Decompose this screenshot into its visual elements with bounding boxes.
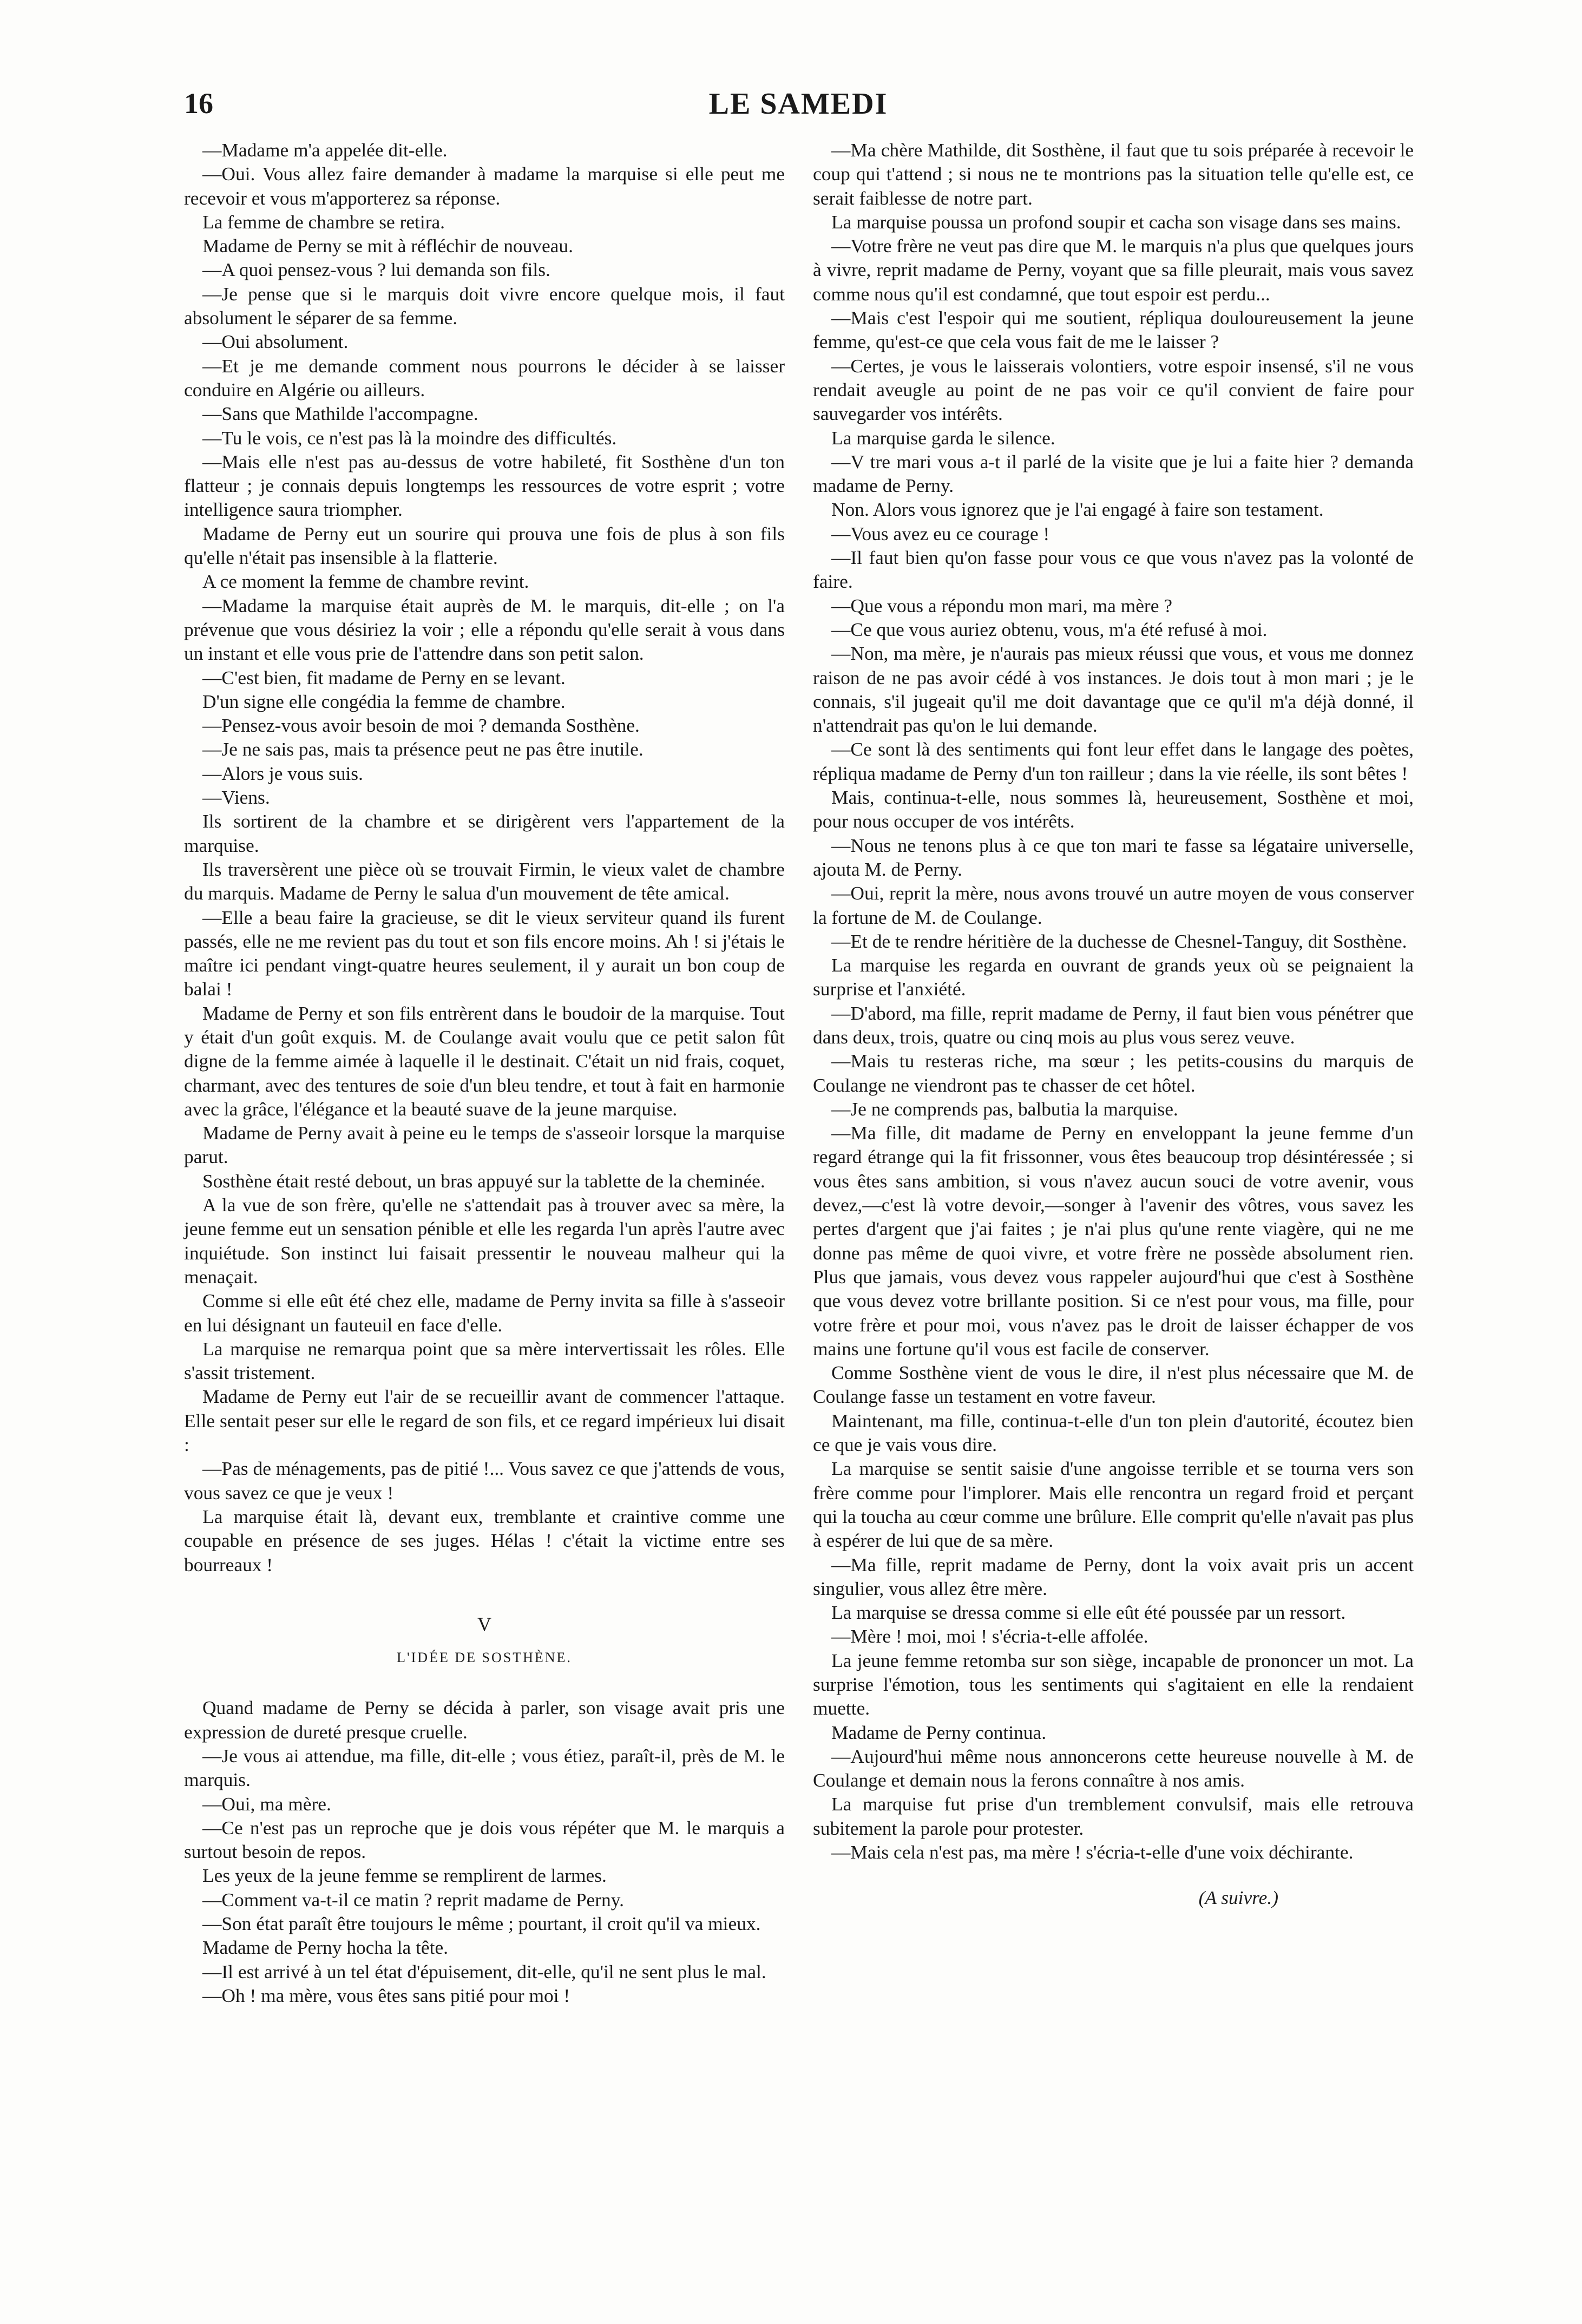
paragraph: La marquise ne remarqua point que sa mère intervertissait les rôles. Elle s'assit tristement.	[184, 1337, 785, 1384]
to-be-continued-note: (A suivre.)	[1198, 1887, 1278, 1909]
paragraph: —Pensez-vous avoir besoin de moi ? demanda Sosthène.	[202, 714, 640, 737]
paragraph: Madame de Perny eut un sourire qui prouva une fois de plus à son fils qu'elle n'était pas insensible à la flatterie.	[184, 522, 785, 569]
paragraph: D'un signe elle congédia la femme de chambre.	[202, 690, 566, 712]
paragraph: —Elle a beau faire la gracieuse, se dit le vieux serviteur quand ils furent passés, elle ne me revient pas du tout et son fils encore moins. Ah ! si j'étais le maître ici pendant vingt-quatre heures seulement, il y aurait un bon coup de balai !	[184, 906, 785, 1000]
paragraph: —Certes, je vous le laisserais volontiers, votre espoir insensé, s'il ne vous rendait aveugle au point de ne pas voir ce qu'il convient de faire pour sauvegarder vos intérêts.	[813, 354, 1414, 425]
paragraph: —Nous ne tenons plus à ce que ton mari te fasse sa légataire universelle, ajouta M. de Perny.	[813, 834, 1414, 880]
paragraph: —Oh ! ma mère, vous êtes sans pitié pour moi !	[202, 1984, 570, 2006]
paragraph: —Oui, reprit la mère, nous avons trouvé un autre moyen de vous conserver la fortune de M. de Coulange.	[813, 882, 1414, 928]
paragraph: —Alors je vous suis.	[202, 762, 363, 784]
paragraph: —Vous avez eu ce courage !	[831, 522, 1050, 544]
paragraph: Sosthène était resté debout, un bras appuyé sur la tablette de la cheminée.	[202, 1170, 765, 1192]
paragraph: A ce moment la femme de chambre revint.	[202, 570, 529, 593]
paragraph: La marquise poussa un profond soupir et cacha son visage dans ses mains.	[831, 211, 1401, 233]
paragraph: Madame de Perny hocha la tête.	[202, 1936, 448, 1959]
paragraph: La marquise les regarda en ouvrant de grands yeux où se peignaient la surprise et l'anxiété.	[813, 954, 1414, 1000]
paragraph: Comme si elle eût été chez elle, madame de Perny invita sa fille à s'asseoir en lui désignant un fauteuil en face d'elle.	[184, 1290, 785, 1336]
paragraph: —Et je me demande comment nous pourrons le décider à se laisser conduire en Algérie ou ailleurs.	[184, 354, 785, 401]
paragraph: La marquise fut prise d'un tremblement convulsif, mais elle retrouva subitement la parole pour protester.	[813, 1793, 1414, 1839]
paragraph: —Ce que vous auriez obtenu, vous, m'a été refusé à moi.	[831, 618, 1268, 640]
paragraph: —D'abord, ma fille, reprit madame de Perny, il faut bien vous pénétrer que dans deux, trois, quatre ou cinq mois au plus vous serez veuve.	[813, 1002, 1414, 1048]
paragraph: La jeune femme retomba sur son siège, incapable de prononcer un mot. La surprise l'émotion, tous les sentiments qui s'agitaient en elle la rendaient muette.	[813, 1649, 1414, 1719]
paragraph: —C'est bien, fit madame de Perny en se levant.	[202, 666, 566, 688]
paragraph: —Oui, ma mère.	[202, 1793, 331, 1815]
paragraph: La marquise était là, devant eux, tremblante et craintive comme une coupable en présence de ses juges. Hélas ! c'était la victime entre ses bourreaux !	[184, 1505, 785, 1575]
left-column	[184, 138, 785, 2007]
chapter-title: L'IDÉE DE SOSTHÈNE.	[397, 1650, 572, 1666]
paragraph: —Comment va-t-il ce matin ? reprit madame de Perny.	[202, 1888, 624, 1911]
paragraph: —Madame m'a appelée dit-elle.	[202, 139, 448, 161]
paragraph: —Ma chère Mathilde, dit Sosthène, il faut que tu sois préparée à recevoir le coup qui t'attend ; si nous ne te montrions pas la situation telle qu'elle est, ce serait faiblesse de notre part.	[813, 139, 1414, 209]
paragraph: Maintenant, ma fille, continua-t-elle d'un ton plein d'autorité, écoutez bien ce que je vais vous dire.	[813, 1409, 1414, 1456]
paragraph: —Tu le vois, ce n'est pas là la moindre des difficultés.	[202, 426, 617, 449]
paragraph: —A quoi pensez-vous ? lui demanda son fils.	[202, 259, 550, 281]
paragraph: —Pas de ménagements, pas de pitié !... Vous savez ce que j'attends de vous, vous savez ce que je veux !	[184, 1458, 785, 1504]
paragraph: La marquise se dressa comme si elle eût été poussée par un ressort.	[831, 1601, 1346, 1624]
paragraph: —Mais elle n'est pas au-dessus de votre habileté, fit Sosthène d'un ton flatteur ; je connais depuis longtemps les ressources de votre esprit ; votre intelligence saura triompher.	[184, 450, 785, 521]
paragraph: Ils traversèrent une pièce où se trouvait Firmin, le vieux valet de chambre du marquis. Madame de Perny le salua d'un mouvement de tête amical.	[184, 858, 785, 904]
page-number: 16	[184, 87, 213, 120]
paragraph: Madame de Perny et son fils entrèrent dans le boudoir de la marquise. Tout y était d'un goût exquis. M. de Coulange avait voulu que ce petit salon fût digne de la femme aimée à laquelle il le destinait. C'était un nid frais, coquet, charmant, avec des tentures de soie d'un bleu tendre, et tout à fait en harmonie avec la grâce, l'élégance et la beauté suave de la jeune marquise.	[184, 1002, 785, 1120]
paragraph: —Ce n'est pas un reproche que je dois vous répéter que M. le marquis a surtout besoin de repos.	[184, 1816, 785, 1863]
left-paragraphs-after-chapter	[184, 1696, 785, 2007]
paragraph: —Ma fille, reprit madame de Perny, dont la voix avait pris un accent singulier, vous allez être mère.	[813, 1553, 1414, 1599]
paragraph: —Oui. Vous allez faire demander à madame la marquise si elle peut me recevoir et vous m'apporterez sa réponse.	[184, 163, 785, 209]
right-paragraphs	[813, 138, 1414, 1864]
chapter-number: V	[477, 1613, 491, 1635]
paragraph: —Mais cela n'est pas, ma mère ! s'écria-t-elle d'une voix déchirante.	[831, 1841, 1354, 1863]
paragraph: —Mais c'est l'espoir qui me soutient, répliqua douloureusement la jeune femme, qu'est-ce que cela vous fait de me le laisser ?	[813, 307, 1414, 353]
paragraph: —Aujourd'hui même nous annoncerons cette heureuse nouvelle à M. de Coulange et demain nous la ferons connaître à nos amis.	[813, 1745, 1414, 1791]
paragraph: Les yeux de la jeune femme se remplirent de larmes.	[202, 1865, 607, 1887]
paragraph: —Sans que Mathilde l'accompagne.	[202, 403, 478, 425]
paragraph: —Votre frère ne veut pas dire que M. le marquis n'a plus que quelques jours à vivre, reprit madame de Perny, voyant que sa fille pleurait, mais vous savez comme nous qu'il est condamné, que tout espoir est perdu...	[813, 235, 1414, 305]
paragraph: Madame de Perny se mit à réfléchir de nouveau.	[202, 235, 573, 257]
paragraph: —Madame la marquise était auprès de M. le marquis, dit-elle ; on l'a prévenue que vous désiriez la voir ; elle a répondu qu'elle serait à vous dans un instant et elle vous prie de l'attendre dans son petit salon.	[184, 594, 785, 665]
paragraph: —Je pense que si le marquis doit vivre encore quelque mois, il faut absolument le séparer de sa femme.	[184, 283, 785, 329]
paragraph: Madame de Perny eut l'air de se recueillir avant de commencer l'attaque. Elle sentait peser sur elle le regard de son fils, et ce regard impérieux lui disait :	[184, 1386, 785, 1456]
journal-title: LE SAMEDI	[708, 87, 888, 121]
paragraph: —Ce sont là des sentiments qui font leur effet dans le langage des poètes, répliqua madame de Perny d'un ton railleur ; dans la vie réelle, ils sont bêtes !	[813, 738, 1414, 784]
paragraph: —Que vous a répondu mon mari, ma mère ?	[831, 594, 1172, 616]
paragraph: —Oui absolument.	[202, 331, 349, 353]
paragraph: A la vue de son frère, qu'elle ne s'attendait pas à trouver avec sa mère, la jeune femme eut un sensation pénible et elle les regarda l'un après l'autre avec inquiétude. Son instinct lui faisait pressentir le nouveau malheur qui la menaçait.	[184, 1194, 785, 1288]
paragraph: —Et de te rendre héritière de la duchesse de Chesnel-Tanguy, dit Sosthène.	[831, 930, 1407, 952]
paragraph: —Mère ! moi, moi ! s'écria-t-elle affolée.	[831, 1625, 1148, 1647]
paragraph: Comme Sosthène vient de vous le dire, il n'est plus nécessaire que M. de Coulange fasse un testament en votre faveur.	[813, 1362, 1414, 1408]
paragraph: Ils sortirent de la chambre et se dirigèrent vers l'appartement de la marquise.	[184, 810, 785, 856]
paragraph: Mais, continua-t-elle, nous sommes là, heureusement, Sosthène et moi, pour nous occuper de vos intérêts.	[813, 786, 1414, 832]
right-column	[813, 138, 1414, 1910]
left-paragraphs-before-chapter	[184, 138, 785, 1577]
paragraph: —V tre mari vous a-t il parlé de la visite que je lui a faite hier ? demanda madame de Perny.	[813, 450, 1414, 497]
paragraph: —Ma fille, dit madame de Perny en enveloppant la jeune femme d'un regard étrange qui la fit frissonner, vous êtes beaucoup trop désintéressée ; si vous êtes sans ambition, si vous n'avez aucun souci de votre avenir, vous devez,—c'est là votre devoir,—songer à l'avenir des vôtres, vous savez les pertes d'argent que j'ai faites ; je n'ai plus qu'une rente viagère, qui ne me donne pas même de quoi vivre, et votre frère ne possède absolument rien. Plus que jamais, vous devez vous rappeler aujourd'hui que c'est à Sosthène que vous devez votre brillante position. Si ce n'est pour vous, ma fille, pour votre frère et pour moi, vous n'avez pas le droit de laisser échapper de vos mains une fortune qu'il vous est facile de conserver.	[813, 1122, 1414, 1360]
paragraph: —Je ne comprends pas, balbutia la marquise.	[831, 1098, 1178, 1120]
paragraph: Quand madame de Perny se décida à parler, son visage avait pris une expression de dureté presque cruelle.	[184, 1697, 785, 1743]
paragraph: Madame de Perny continua.	[831, 1721, 1047, 1743]
paragraph: —Viens.	[202, 786, 270, 809]
paragraph: Madame de Perny avait à peine eu le temps de s'asseoir lorsque la marquise parut.	[184, 1122, 785, 1168]
paragraph: —Mais tu resteras riche, ma sœur ; les petits-cousins du marquis de Coulange ne viendront pas te chasser de cet hôtel.	[813, 1050, 1414, 1096]
paragraph: —Je vous ai attendue, ma fille, dit-elle ; vous étiez, paraît-il, près de M. le marquis.	[184, 1745, 785, 1791]
paragraph: —Il faut bien qu'on fasse pour vous ce que vous n'avez pas la volonté de faire.	[813, 547, 1414, 593]
paragraph: La marquise se sentit saisie d'une angoisse terrible et se tourna vers son frère comme pour l'implorer. Mais elle rencontra un regard froid et perçant qui la toucha au cœur comme une brûlure. Elle comprit qu'elle n'avait pas plus à espérer de lui que de sa mère.	[813, 1458, 1414, 1552]
paragraph: —Non, ma mère, je n'aurais pas mieux réussi que vous, et vous me donnez raison de ne pas avoir cédé à vos instances. Je dois tout à mon mari ; je le connais, s'il jugeait qu'il me doit davantage que ce qu'il m'a déjà donné, il n'attendrait pas qu'on le lui demande.	[813, 642, 1414, 737]
page-header	[184, 87, 1413, 130]
paragraph: —Je ne sais pas, mais ta présence peut ne pas être inutile.	[202, 738, 644, 760]
paragraph: La marquise garda le silence.	[831, 426, 1055, 449]
paragraph: —Son état paraît être toujours le même ; pourtant, il croit qu'il va mieux.	[202, 1913, 761, 1935]
paragraph: Non. Alors vous ignorez que je l'ai engagé à faire son testament.	[831, 498, 1324, 521]
paragraph: —Il est arrivé à un tel état d'épuisement, dit-elle, qu'il ne sent plus le mal.	[202, 1960, 766, 1982]
paragraph: La femme de chambre se retira.	[202, 211, 445, 233]
